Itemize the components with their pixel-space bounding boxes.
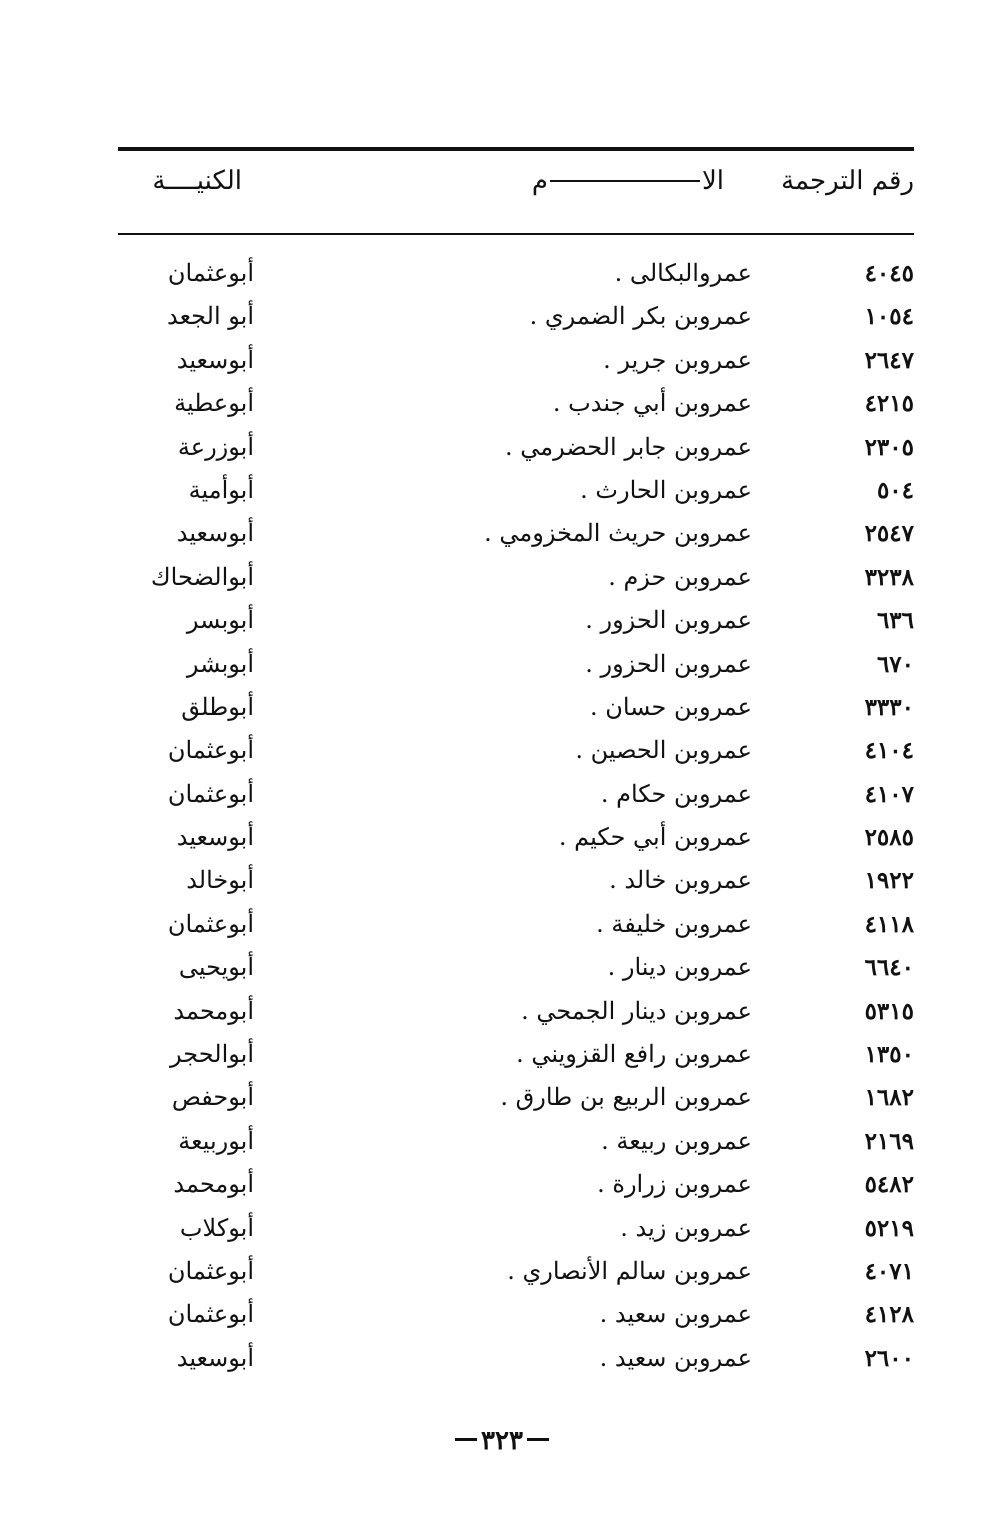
entry-number: ٦٦٤٠ — [864, 954, 914, 982]
table-row — [118, 1120, 914, 1163]
entry-name: عمروبن دينار . — [607, 953, 752, 982]
table-row — [118, 469, 914, 512]
entry-name: عمروبن أبي حكيم . — [558, 823, 752, 852]
header-name-end: م — [531, 166, 548, 196]
footer-dash-left — [455, 1438, 477, 1441]
table-row — [118, 512, 914, 555]
table-row — [118, 903, 914, 946]
entry-number: ٣٢٣٨ — [864, 563, 914, 591]
table-body — [118, 252, 914, 1380]
entry-kunya: أبوعثمان — [167, 1300, 254, 1329]
entry-kunya: أبوسعيد — [176, 345, 254, 374]
entry-name: عمروبن الحصين . — [575, 736, 752, 765]
header-kunya: الكنيــــة — [152, 166, 242, 196]
entry-name: عمروبن سعيد . — [599, 1343, 752, 1372]
entry-kunya: أبويحيى — [178, 953, 254, 982]
entry-number: ٢١٦٩ — [864, 1127, 914, 1155]
table-row — [118, 773, 914, 816]
entry-kunya: أبوخالد — [186, 866, 254, 895]
table-row — [118, 859, 914, 902]
entry-kunya: أبوالضحاك — [150, 562, 254, 591]
entry-name: عمروبن جابر الحضرمي . — [505, 432, 752, 461]
table-header — [118, 166, 914, 210]
entry-number: ٤١٠٤ — [864, 737, 914, 765]
table-row — [118, 556, 914, 599]
entry-name: عمروبن حسان . — [589, 692, 752, 721]
entry-name: عمروبن سالم الأنصاري . — [507, 1256, 752, 1285]
entry-kunya: أبوعثمان — [167, 1256, 254, 1285]
entry-name: عمروبن جرير . — [603, 345, 752, 374]
footer-dash-right — [527, 1438, 549, 1441]
table-row — [118, 816, 914, 859]
entry-name: عمروبن ربيعة . — [601, 1126, 752, 1155]
entry-name: عمروبن خالد . — [609, 866, 752, 895]
entry-number: ٤٠٤٥ — [864, 260, 914, 287]
entry-name: عمروبن زرارة . — [597, 1170, 752, 1199]
entry-name: عمروبن الحزور . — [585, 649, 752, 678]
entry-kunya: أبوسعيد — [176, 519, 254, 548]
entry-number: ٦٣٦ — [876, 607, 914, 635]
entry-kunya: أبوسعيد — [176, 823, 254, 852]
entry-number: ٢٣٠٥ — [864, 433, 914, 461]
entry-name: عمروبن الحارث . — [580, 475, 752, 504]
entry-number: ٦٧٠ — [876, 650, 914, 678]
entry-number: ١٦٨٢ — [864, 1084, 914, 1112]
entry-name: عمروبن زيد . — [620, 1213, 752, 1242]
entry-kunya: أبوربيعة — [178, 1126, 254, 1155]
entry-number: ٥٤٨٢ — [864, 1171, 914, 1199]
entry-number: ٥٠٤ — [876, 476, 914, 504]
table-row — [118, 1293, 914, 1336]
table-row — [118, 295, 914, 338]
table-row — [118, 643, 914, 686]
table-row — [118, 426, 914, 469]
page-footer — [0, 1426, 1004, 1456]
entry-kunya: أبوسعيد — [176, 1343, 254, 1372]
entry-name: عمروبن الحزور . — [585, 606, 752, 635]
table-row — [118, 990, 914, 1033]
table-row — [118, 599, 914, 642]
entry-name: عمروبن حريث المخزومي . — [484, 519, 752, 548]
header-rule — [118, 233, 914, 235]
entry-name: عمروبن رافع القزويني . — [516, 1040, 752, 1069]
table-row — [118, 1033, 914, 1076]
entry-number: ١٠٥٤ — [864, 303, 914, 331]
table-row — [118, 1207, 914, 1250]
entry-kunya: أبومحمد — [173, 1170, 254, 1199]
table-row — [118, 946, 914, 989]
entry-name: عمروبن حزم . — [608, 562, 752, 591]
entry-number: ٥٢١٩ — [864, 1214, 914, 1242]
entry-kunya: أبو الجعد — [166, 302, 254, 331]
entry-number: ٢٦٤٧ — [864, 346, 914, 374]
entry-name: عمروبن حكام . — [600, 779, 752, 808]
table-row — [118, 1250, 914, 1293]
entry-kunya: أبوعثمان — [167, 779, 254, 808]
entry-kunya: أبوزرعة — [177, 432, 254, 461]
entry-number: ٢٦٠٠ — [864, 1344, 914, 1372]
entry-name: عمروبن خليفة . — [596, 909, 752, 938]
entry-kunya: أبوأمية — [188, 475, 254, 504]
page-number: ٣٢٣ — [481, 1426, 523, 1456]
entry-kunya: أبوعثمان — [167, 736, 254, 765]
entry-number: ٤١٠٧ — [864, 780, 914, 808]
table-row — [118, 1163, 914, 1206]
entry-kunya: أبوعثمان — [167, 259, 254, 287]
entry-number: ١٣٥٠ — [864, 1041, 914, 1069]
table-row — [118, 1076, 914, 1119]
entry-kunya: أبوطلق — [181, 692, 254, 721]
entry-kunya: أبوبسر — [186, 606, 254, 635]
entry-number: ٤٢١٥ — [864, 390, 914, 418]
entry-name: عمروبن بكر الضمري . — [529, 302, 752, 331]
entry-name: عمروالبكالى . — [614, 259, 752, 287]
entry-number: ٢٥٨٥ — [864, 824, 914, 852]
entry-name: عمروبن أبي جندب . — [552, 389, 752, 418]
entry-kunya: أبوبشر — [186, 649, 254, 678]
entry-kunya: أبومحمد — [173, 996, 254, 1025]
top-rule — [118, 147, 914, 151]
entry-number: ٤٠٧١ — [864, 1257, 914, 1285]
entry-name: عمروبن سعيد . — [599, 1300, 752, 1329]
entry-number: ٤١١٨ — [864, 910, 914, 938]
header-num: رقم الترجمة — [781, 166, 914, 196]
entry-kunya: أبوكلاب — [179, 1213, 254, 1242]
entry-kunya: أبوحفص — [171, 1083, 254, 1112]
entry-number: ٢٥٤٧ — [864, 520, 914, 548]
entry-kunya: أبوالحجر — [170, 1040, 254, 1069]
entry-number: ٥٣١٥ — [864, 997, 914, 1025]
table-row — [118, 382, 914, 425]
entry-kunya: أبوعثمان — [167, 909, 254, 938]
entry-kunya: أبوعطية — [174, 389, 254, 418]
entry-number: ٣٣٣٠ — [864, 693, 914, 721]
table-row — [118, 729, 914, 772]
table-row — [118, 1337, 914, 1380]
entry-name: عمروبن دينار الجمحي . — [521, 996, 752, 1025]
entry-number: ٤١٢٨ — [864, 1301, 914, 1329]
header-name — [532, 166, 724, 196]
entry-number: ١٩٢٢ — [864, 867, 914, 895]
table-row — [118, 339, 914, 382]
table-row — [118, 686, 914, 729]
header-name-kashida — [550, 180, 700, 182]
entry-name: عمروبن الربيع بن طارق . — [500, 1083, 752, 1112]
table-row — [118, 252, 914, 295]
header-name-start: الا — [701, 166, 724, 196]
